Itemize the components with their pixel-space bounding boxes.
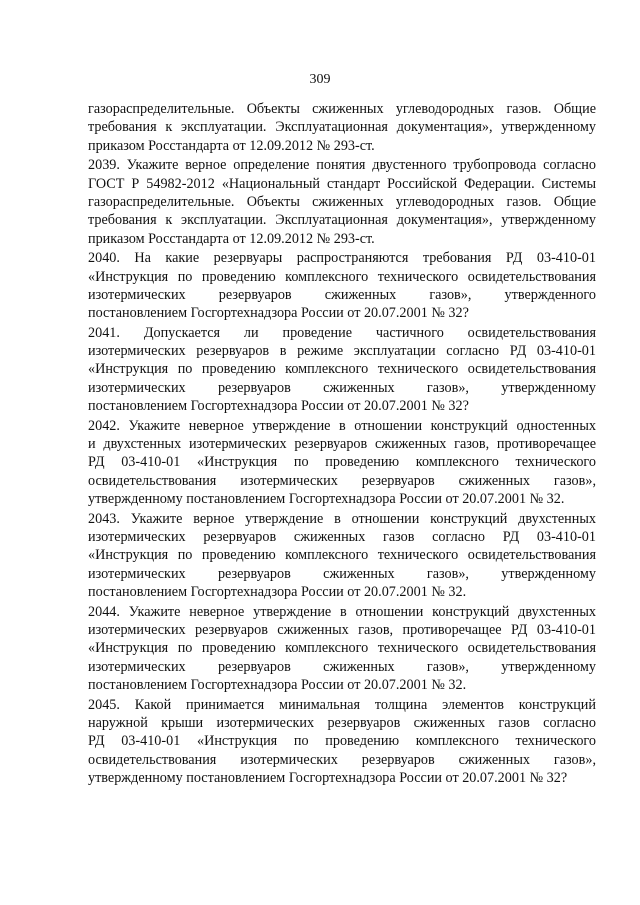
text-line: наружной крыши изотермических резервуаров сжиженных газов согласно: [88, 714, 596, 731]
text-line: газораспределительные. Объекты сжиженных углеводородных газов. Общие: [88, 101, 596, 117]
text-line: 2041. Допускается ли проведение частичного освидетельствования: [88, 324, 596, 341]
text-line: 2042. Укажите неверное утверждение в отношении конструкций одностенных: [88, 417, 596, 434]
text-line: изотермических резервуаров сжиженных газов», утвержденному: [88, 379, 596, 396]
text-line: 2040. На какие резервуары распространяются требования РД 03-410-01: [88, 250, 596, 267]
text-line: постановлением Госгортехнадзора России от 20.07.2001 № 32.: [88, 584, 467, 601]
text-line: РД 03-410-01 «Инструкция по проведению комплексного технического: [88, 733, 596, 750]
text-line: 2043. Укажите верное утверждение в отношении конструкций двухстенных: [88, 510, 596, 527]
text-line: 2044. Укажите неверное утверждение в отношении конструкций двухстенных: [88, 603, 596, 620]
text-line: изотермических резервуаров сжиженных газов, противоречащее РД 03-410-01: [88, 621, 596, 638]
text-line: «Инструкция по проведению комплексного технического освидетельствования: [88, 640, 596, 657]
text-line: изотермических резервуаров сжиженных газов согласно РД 03-410-01: [88, 528, 596, 545]
text-line: изотермических резервуаров в режиме эксплуатации согласно РД 03-410-01: [88, 343, 596, 360]
question-paragraph: [88, 510, 596, 602]
text-line: газораспределительные. Объекты сжиженных углеводородных газов. Общие: [88, 193, 596, 210]
text-line: ГОСТ Р 54982-2012 «Национальный стандарт Российской Федерации. Системы: [88, 175, 596, 192]
question-paragraph: [88, 156, 596, 248]
text-line: 2039. Укажите верное определение понятия двустенного трубопровода согласно: [88, 157, 596, 174]
text-line: приказом Росстандарта от 12.09.2012 № 293-ст.: [88, 137, 375, 154]
text-line: постановлением Госгортехнадзора России от 20.07.2001 № 32.: [88, 677, 467, 694]
text-line: постановлением Госгортехнадзора России от 20.07.2001 № 32?: [88, 305, 469, 322]
text-line: требования к эксплуатации. Эксплуатационная документация», утвержденному: [88, 119, 596, 136]
text-line: освидетельствования изотермических резервуаров сжиженных газов»,: [88, 751, 596, 768]
question-paragraph: [88, 696, 596, 788]
text-line: изотермических резервуаров сжиженных газов», утвержденному: [88, 565, 596, 582]
text-line: 2045. Какой принимается минимальная толщина элементов конструкций: [88, 696, 596, 713]
question-paragraph: [88, 100, 596, 155]
page-number: 309: [309, 72, 331, 87]
text-line: РД 03-410-01 «Инструкция по проведению комплексного технического: [88, 454, 596, 471]
text-line: утвержденному постановлением Госгортехнадзора России от 20.07.2001 № 32.: [88, 491, 565, 508]
question-paragraph: [88, 324, 596, 416]
text-line: освидетельствования изотермических резервуаров сжиженных газов»,: [88, 472, 596, 489]
text-line: утвержденному постановлением Госгортехнадзора России от 20.07.2001 № 32?: [88, 770, 568, 787]
text-line: приказом Росстандарта от 12.09.2012 № 293-ст.: [88, 230, 375, 247]
question-paragraph: [88, 417, 596, 509]
page-body: [88, 100, 596, 788]
text-line: «Инструкция по проведению комплексного технического освидетельствования: [88, 268, 596, 285]
text-line: требования к эксплуатации. Эксплуатационная документация», утвержденному: [88, 212, 596, 229]
question-paragraph: [88, 603, 596, 695]
text-line: постановлением Госгортехнадзора России от 20.07.2001 № 32?: [88, 398, 469, 415]
text-line: «Инструкция по проведению комплексного технического освидетельствования: [88, 361, 596, 378]
text-line: и двухстенных изотермических резервуаров сжиженных газов, противоречащее: [88, 436, 596, 453]
text-line: изотермических резервуаров сжиженных газов», утвержденному: [88, 658, 596, 675]
text-line: «Инструкция по проведению комплексного технического освидетельствования: [88, 547, 596, 564]
text-line: изотермических резервуаров сжиженных газов», утвержденного: [88, 286, 596, 303]
question-paragraph: [88, 249, 596, 323]
